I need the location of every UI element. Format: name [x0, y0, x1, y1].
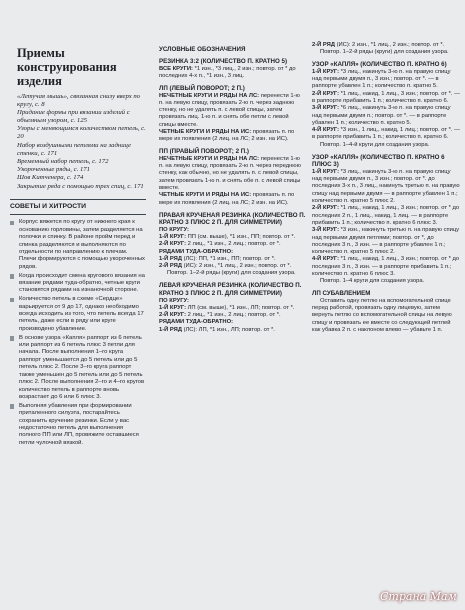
- instruction-text: *1 лиц., накид, 1 лиц., 3 изн.; повтор. от * до последних 3 п., 3 изн. — в раппорте прибавить 1 п.; количество п. кратно 6 плюс 3.: [312, 256, 460, 277]
- section-title: Приемы конструирования изделия: [17, 46, 117, 88]
- instruction-text: провязать п. по мере их появления (2 лиц. на ЛС; 2 изн. на ИС).: [159, 129, 295, 143]
- instruction-label: 2-Й КРУГ:: [312, 90, 340, 97]
- pattern-heading: ПРАВАЯ КРУЧЕНАЯ РЕЗИНКА (КОЛИЧЕСТВО П. КРАТНО 3 ПЛЮС 2 П. ДЛЯ СИММЕТРИИ): [159, 211, 306, 227]
- legend-title: УСЛОВНЫЕ ОБОЗНАЧЕНИЯ: [159, 46, 246, 53]
- pattern-heading: УЗОР «КАПЛЯ» (КОЛИЧЕСТВО П. КРАТНО 6): [312, 61, 447, 69]
- pattern-instruction: [312, 69, 460, 91]
- left-column: [10, 0, 146, 449]
- instruction-label: 2-Й РЯД: [159, 263, 182, 270]
- instruction-label: 3-Й КРУГ:: [312, 105, 340, 112]
- instruction-text: ЛП (см. выше), *1 изн., ЛП; повтор. от *.: [186, 304, 295, 311]
- instruction-text: *1 изн., *3 лиц., 2 изн.; повтор. от * до последних 4-х п., *1 изн., 3 лиц.: [159, 65, 296, 80]
- pattern-instruction: [312, 142, 460, 149]
- pattern-instruction: [312, 127, 460, 142]
- tip-item: Количество петель в схеме «Сердце» варьируется от 9 до 17, однако необходимо всегда исходить из того, что петель всегда 17 петель, даже если в ряду или круге производено убавление.: [19, 296, 146, 333]
- watermark-logo: Страна Мам: [380, 590, 457, 603]
- tips-list: [10, 219, 146, 447]
- pattern-instruction: [312, 298, 460, 334]
- instruction-label: ПО КРУГУ:: [159, 226, 189, 233]
- cross-reference-item: Временный набор петель, с. 172: [17, 157, 109, 165]
- pattern-instruction: [159, 66, 306, 81]
- instruction-text: Повтор. 1–4 круги для создания узора.: [320, 278, 425, 285]
- instruction-label: 1-Й КРУГ:: [312, 68, 340, 75]
- divider: [10, 214, 146, 215]
- cross-reference-item: «Летучая мышь», связанная снизу вверх по кругу, с. 8: [17, 93, 141, 108]
- pattern-instruction: [159, 129, 306, 144]
- pattern-instruction: [159, 249, 306, 256]
- right-column: [312, 0, 460, 334]
- pattern-instruction: [159, 227, 306, 234]
- pattern-instruction: [312, 169, 460, 205]
- pattern-instruction: [312, 227, 460, 256]
- instruction-text: (ЛС): ЛП, *1 изн., ЛП; повтор. от *.: [181, 326, 275, 333]
- pattern-heading: УЗОР «КАПЛЯ» (КОЛИЧЕСТВО П. КРАТНО 6 ПЛЮС 3): [312, 153, 445, 169]
- instruction-text: *6 лиц., накинуть 3-ю п. на правую спицу над первыми двумя п.; повтор. от *. — в раппорте убавлен 1 п.; количество п. кратно 5.: [312, 105, 451, 126]
- instruction-label: ЧЕТНЫЕ КРУГИ И РЯДЫ НА ИС:: [159, 129, 252, 136]
- divider: [10, 199, 146, 200]
- pattern-instruction: [159, 270, 306, 277]
- instruction-label: 2-Й КРУГ:: [159, 241, 187, 248]
- instruction-label: 1-Й РЯД: [159, 326, 182, 333]
- instruction-text: Повтор. 1–4-й круги для создания узора.: [320, 141, 430, 148]
- pattern-instruction: [312, 91, 460, 106]
- tip-item: Выполняя убавления при формировании приталенного силуэта, постарайтесь сохранить кручение резинки. Если у вас недостаточно петель для выполнения полного ПП или ЛП, провяжите оставшиеся петли чулочной вязкой.: [19, 403, 146, 447]
- pattern-instruction: [312, 256, 460, 278]
- pattern-heading: ПП (ПРАВЫЙ ПОВОРОТ; 2 П.): [159, 148, 249, 156]
- pattern-heading: ЛП СУБАВЛЕНИЕМ: [312, 290, 371, 298]
- instruction-text: 2 лиц., *1 изн., 2 лиц.; повтор. от *.: [186, 312, 281, 319]
- instruction-label: НЕЧЕТНЫЕ КРУГИ И РЯДЫ НА ЛС:: [159, 155, 260, 162]
- pattern-instruction: [312, 278, 460, 285]
- cross-reference-item: Набор воздушными петлями на заднице стенки, с. 171: [17, 141, 132, 157]
- pattern-instruction: [159, 298, 306, 305]
- instruction-label: ПО КРУГУ:: [159, 297, 189, 304]
- instruction-text: Повтор. 1–2-й ряды (круги) для создания узора.: [167, 270, 296, 277]
- instruction-label: 1-Й РЯД: [159, 255, 182, 262]
- pattern-heading: ЛЕВАЯ КРУЧЕНАЯ РЕЗИНКА (КОЛИЧЕСТВО П. КРАТНО 3 ПЛЮС 2 П. ДЛЯ СИММЕТРИИ): [159, 282, 302, 297]
- pattern-instruction: [159, 93, 306, 129]
- instruction-text: *3 лиц., накинуть 3-ю п. на правую спицу над первыми двумя п., 3 изн.; повтор. от *. до последних 3-х п., 3 лиц., накинуть третью п. на правую спицу над первыми двумя — в раппорте убавлен 1 п.; количество п. кратно 5 плюс 2.: [312, 168, 460, 205]
- instruction-label: ВСЕ КРУГИ:: [159, 65, 193, 72]
- pattern-instruction: [159, 241, 306, 248]
- instruction-label: НЕЧЕТНЫЕ КРУГИ И РЯДЫ НА ЛС:: [159, 92, 260, 99]
- instruction-label: ЧЕТНЫЕ КРУГИ И РЯДЫ НА ИС:: [159, 192, 252, 199]
- pattern-heading: ЛП (ЛЕВЫЙ ПОВОРОТ; 2 П.): [159, 84, 245, 92]
- cross-reference-item: Укороченные ряды, с. 171: [17, 166, 90, 174]
- pattern-instruction: [159, 319, 306, 326]
- instruction-text: *3 изн., 1 лиц., накид, 1 лиц.; повтор. от *. — в раппорте прибавить 1 п.; количество п. кратно 6.: [312, 127, 460, 141]
- pattern-instruction: [312, 49, 460, 56]
- cross-reference-item: Узоры с меняющимся количеством петель, с. 20: [17, 125, 146, 141]
- instruction-label: 2-Й КРУГ:: [312, 205, 340, 212]
- instruction-label: 4-Й КРУГ:: [312, 127, 340, 134]
- instruction-text: перенести 1-ю п. на левую спицу, провязать 2-ю п. через заднюю стенку, но не удалять п. с левой спицы, затем провязать лиц. 1-ю п. и снять обе петли с левой спицы вместе.: [159, 92, 300, 128]
- tip-item: В основе узора «Капля» раппорт из 6 петель или раппорт из 6 петель плюс 3 петли для начала. После выполнения 1–го круга раппорт уменьшается до 5 петель или до 5 петель плюс 2. После 3–го круга раппорт также уменьшен до 5 петель или до 5 петель плюс 2. После выполнения 2–го и 4–го кругов количество петель в раппорте вновь возрастает до 6 или 6 плюс 3.: [19, 334, 145, 400]
- instruction-text: Оставить одну петлю на вспомогательной спице перед работой, провязать одну лицевую, затем вернуть петлю со вспомогательной спицы на левую спицу и провязать ее вместе со следующей петлей как убавка 2 п. с наклоном влево — убавьте 1 п.: [312, 297, 452, 333]
- instruction-label: 2-Й РЯД: [312, 42, 335, 48]
- pattern-instruction: [159, 327, 306, 334]
- instruction-text: (ИС): 2 изн., *1 лиц., 2 изн.; повтор. от *.: [181, 263, 292, 270]
- instruction-text: *1 лиц., накид, 1 лиц., 3 изн.; повтор. от *. — в раппорте прибавить 1 п.; количество п. кратно 6.: [312, 90, 460, 104]
- tips-title: СОВЕТЫ И ХИТРОСТИ: [10, 202, 87, 210]
- instruction-label: 3-Й КРУГ:: [312, 227, 340, 234]
- instruction-label: 2-Й КРУГ:: [159, 312, 187, 319]
- instruction-label: 1-Й КРУГ:: [159, 233, 187, 240]
- instruction-label: 1-Й КРУГ:: [312, 168, 340, 175]
- instruction-text: *1 лиц., накид, 1 лиц., 3 изн.; повтор. от * до последних 2 п., 1 лиц., накид, 1 лиц. — в раппорте прибавить 1 п.; количество п. кратно 6 плюс 3.: [312, 205, 460, 226]
- instruction-text: перенести 1-ю п. на левую спицу, провязать 2-ю п. через переднюю стенку, как обычно, но не удалять п. с левой спицы, затем провязать 1-ю п. и снять обе п. с левой спицы вместе.: [159, 155, 301, 192]
- pattern-instruction: [159, 192, 306, 207]
- middle-column: [159, 0, 306, 334]
- instruction-text: (ЛС): ПП, *1 изн., ПП; повтор. от *.: [181, 255, 276, 262]
- instruction-text: *3 лиц., накинуть 3-ю п. на правую спицу над первыми двумя п., 3 изн.; повтор. от *. — в раппорте убавлен 1 п.; количество п. кратно 5.: [312, 68, 451, 90]
- pattern-heading: РЕЗИНКА 3:2 (КОЛИЧЕСТВО П. КРАТНО 5): [159, 58, 288, 66]
- pattern-instruction: [312, 205, 460, 227]
- instruction-text: (ИС): 2 изн., *1 лиц., 2 изн.; повтор. от *.: [334, 42, 445, 48]
- cross-reference-item: Придание формы при вязании изделий с объемным узором, с. 125: [17, 109, 130, 125]
- pattern-instruction: [159, 156, 306, 192]
- cross-reference-item: Шов Китченера, с. 174: [17, 174, 84, 182]
- instruction-label: РЯДАМИ ТУДА-ОБРАТНО:: [159, 248, 234, 255]
- cross-reference-list: [17, 93, 146, 191]
- cross-reference-item: Закрытие ряда с помощью трех спиц, с. 171: [17, 182, 144, 190]
- tip-item: Когда происходит смена кругового вязания на вязание рядами туда-обратно, четные круги становятся рядами на изнаночной стороне.: [19, 272, 145, 294]
- instruction-label: 4-Й КРУГ:: [312, 256, 340, 263]
- instruction-label: РЯДАМИ ТУДА-ОБРАТНО:: [159, 319, 234, 326]
- instruction-text: *3 изн., накинуть третью п. на правую спицу над первыми двумя петлями; повтор. от *, до последних 3 п., 3 изн. — в раппорте убавлен 1 п.; количество п. кратно 5 плюс 2.: [312, 227, 460, 256]
- instruction-label: 1-Й КРУГ:: [159, 304, 187, 311]
- tip-item: Корпус вяжется по кругу от нижнего края к основанию горловины, затем разделяется на полочки и спинку. В районе пройм перед и спинка разделяются и выполняются по отдельности по направлению к плечам. Плечи формируются с помощью укороченных рядов.: [19, 219, 145, 270]
- instruction-text: 2 лиц., *1 изн., 2 лиц.; повтор. от *.: [186, 241, 281, 248]
- instruction-text: провязать п. по мере их появления (2 лиц. на ЛС; 2 изн. на ИС).: [159, 192, 295, 206]
- instruction-text: Повтор. 1–2-й ряды (круги) для создания узора.: [320, 49, 449, 56]
- instruction-text: ПП (см. выше), *1 изн., ПП; повтор. от *.: [186, 233, 296, 240]
- pattern-instruction: [312, 105, 460, 127]
- pattern-instruction: [159, 312, 306, 319]
